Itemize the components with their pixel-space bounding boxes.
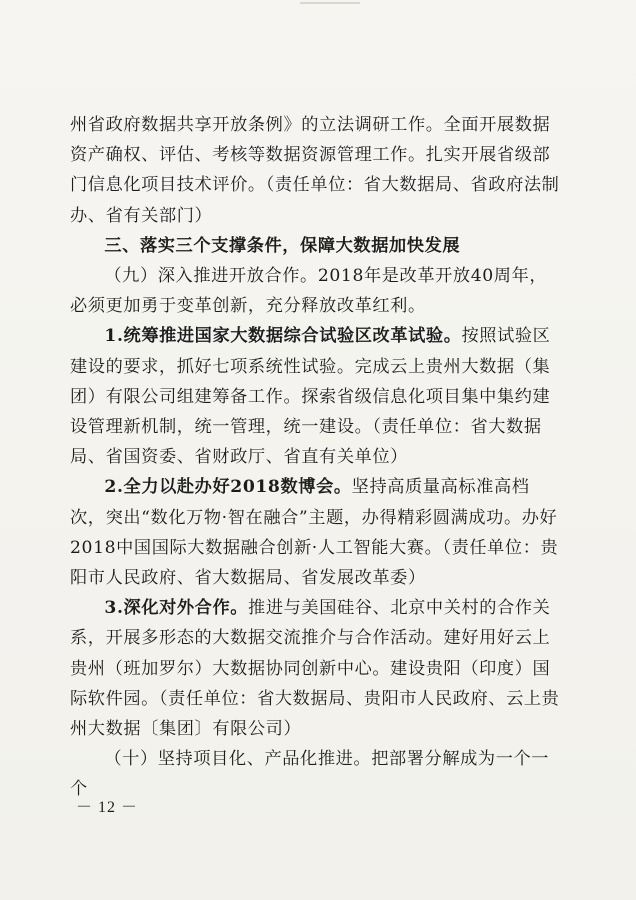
item-1-title: 1.统筹推进国家大数据综合试验区改革试验。 [104,326,462,347]
item-1-body: 按照试验区建设的要求，抓好七项系统性试验。完成云上贵州大数据（集团）有限公司组建筹备工作。探索省级信息化项目集中集约建设管理新机制，统一管理，统一建设。（责任单位：省大数据局、省国资委、省财政厅、省直有关单位） [70,326,551,468]
subsection-lead: （九）深入推进开放合作。 [104,266,318,287]
item-2 [70,472,560,593]
section-heading: 三、落实三个支撑条件，保障大数据加快发展 [104,235,461,256]
paragraph-projects: （十）坚持项目化、产品化推进。把部署分解成为一个一个 [70,749,550,800]
item-2-title: 2.全力以赴办好2018数博会。 [104,477,352,498]
subsection-body: 2018年是改革开放40周年，必须更加勇于变革创新，充分释放改革红利。 [70,266,548,317]
item-2-body: 坚持高质量高标准高档次，突出“数化万物·智在融合”主题，办得精彩圆满成功。办好2018中国国际大数据融合创新·人工智能大赛。（责任单位：贵阳市人民政府、省大数据局、省发展改革委） [70,477,559,589]
item-1 [70,321,560,472]
body-text [70,110,560,805]
item-3 [70,593,560,744]
paragraph-open-cooperation [70,261,560,321]
item-3-body: 推进与美国硅谷、北京中关村的合作关系，开展多形态的大数据交流推介与合作活动。建好用好云上贵州（班加罗尔）大数据协同创新中心。建设贵阳（印度）国际软件园。（责任单位：省大数据局、贵阳市人民政府、云上贵州大数据〔集团〕有限公司） [70,598,560,740]
page-number: － 12 － [76,799,139,816]
scan-edge-mark [300,2,360,4]
paragraph-continuation: 州省政府数据共享开放条例》的立法调研工作。全面开展数据资产确权、评估、考核等数据资源管理工作。扎实开展省级部门信息化项目技术评价。（责任单位：省大数据局、省政府法制办、省有关部门） [70,115,560,226]
item-3-title: 3.深化对外合作。 [104,598,249,619]
